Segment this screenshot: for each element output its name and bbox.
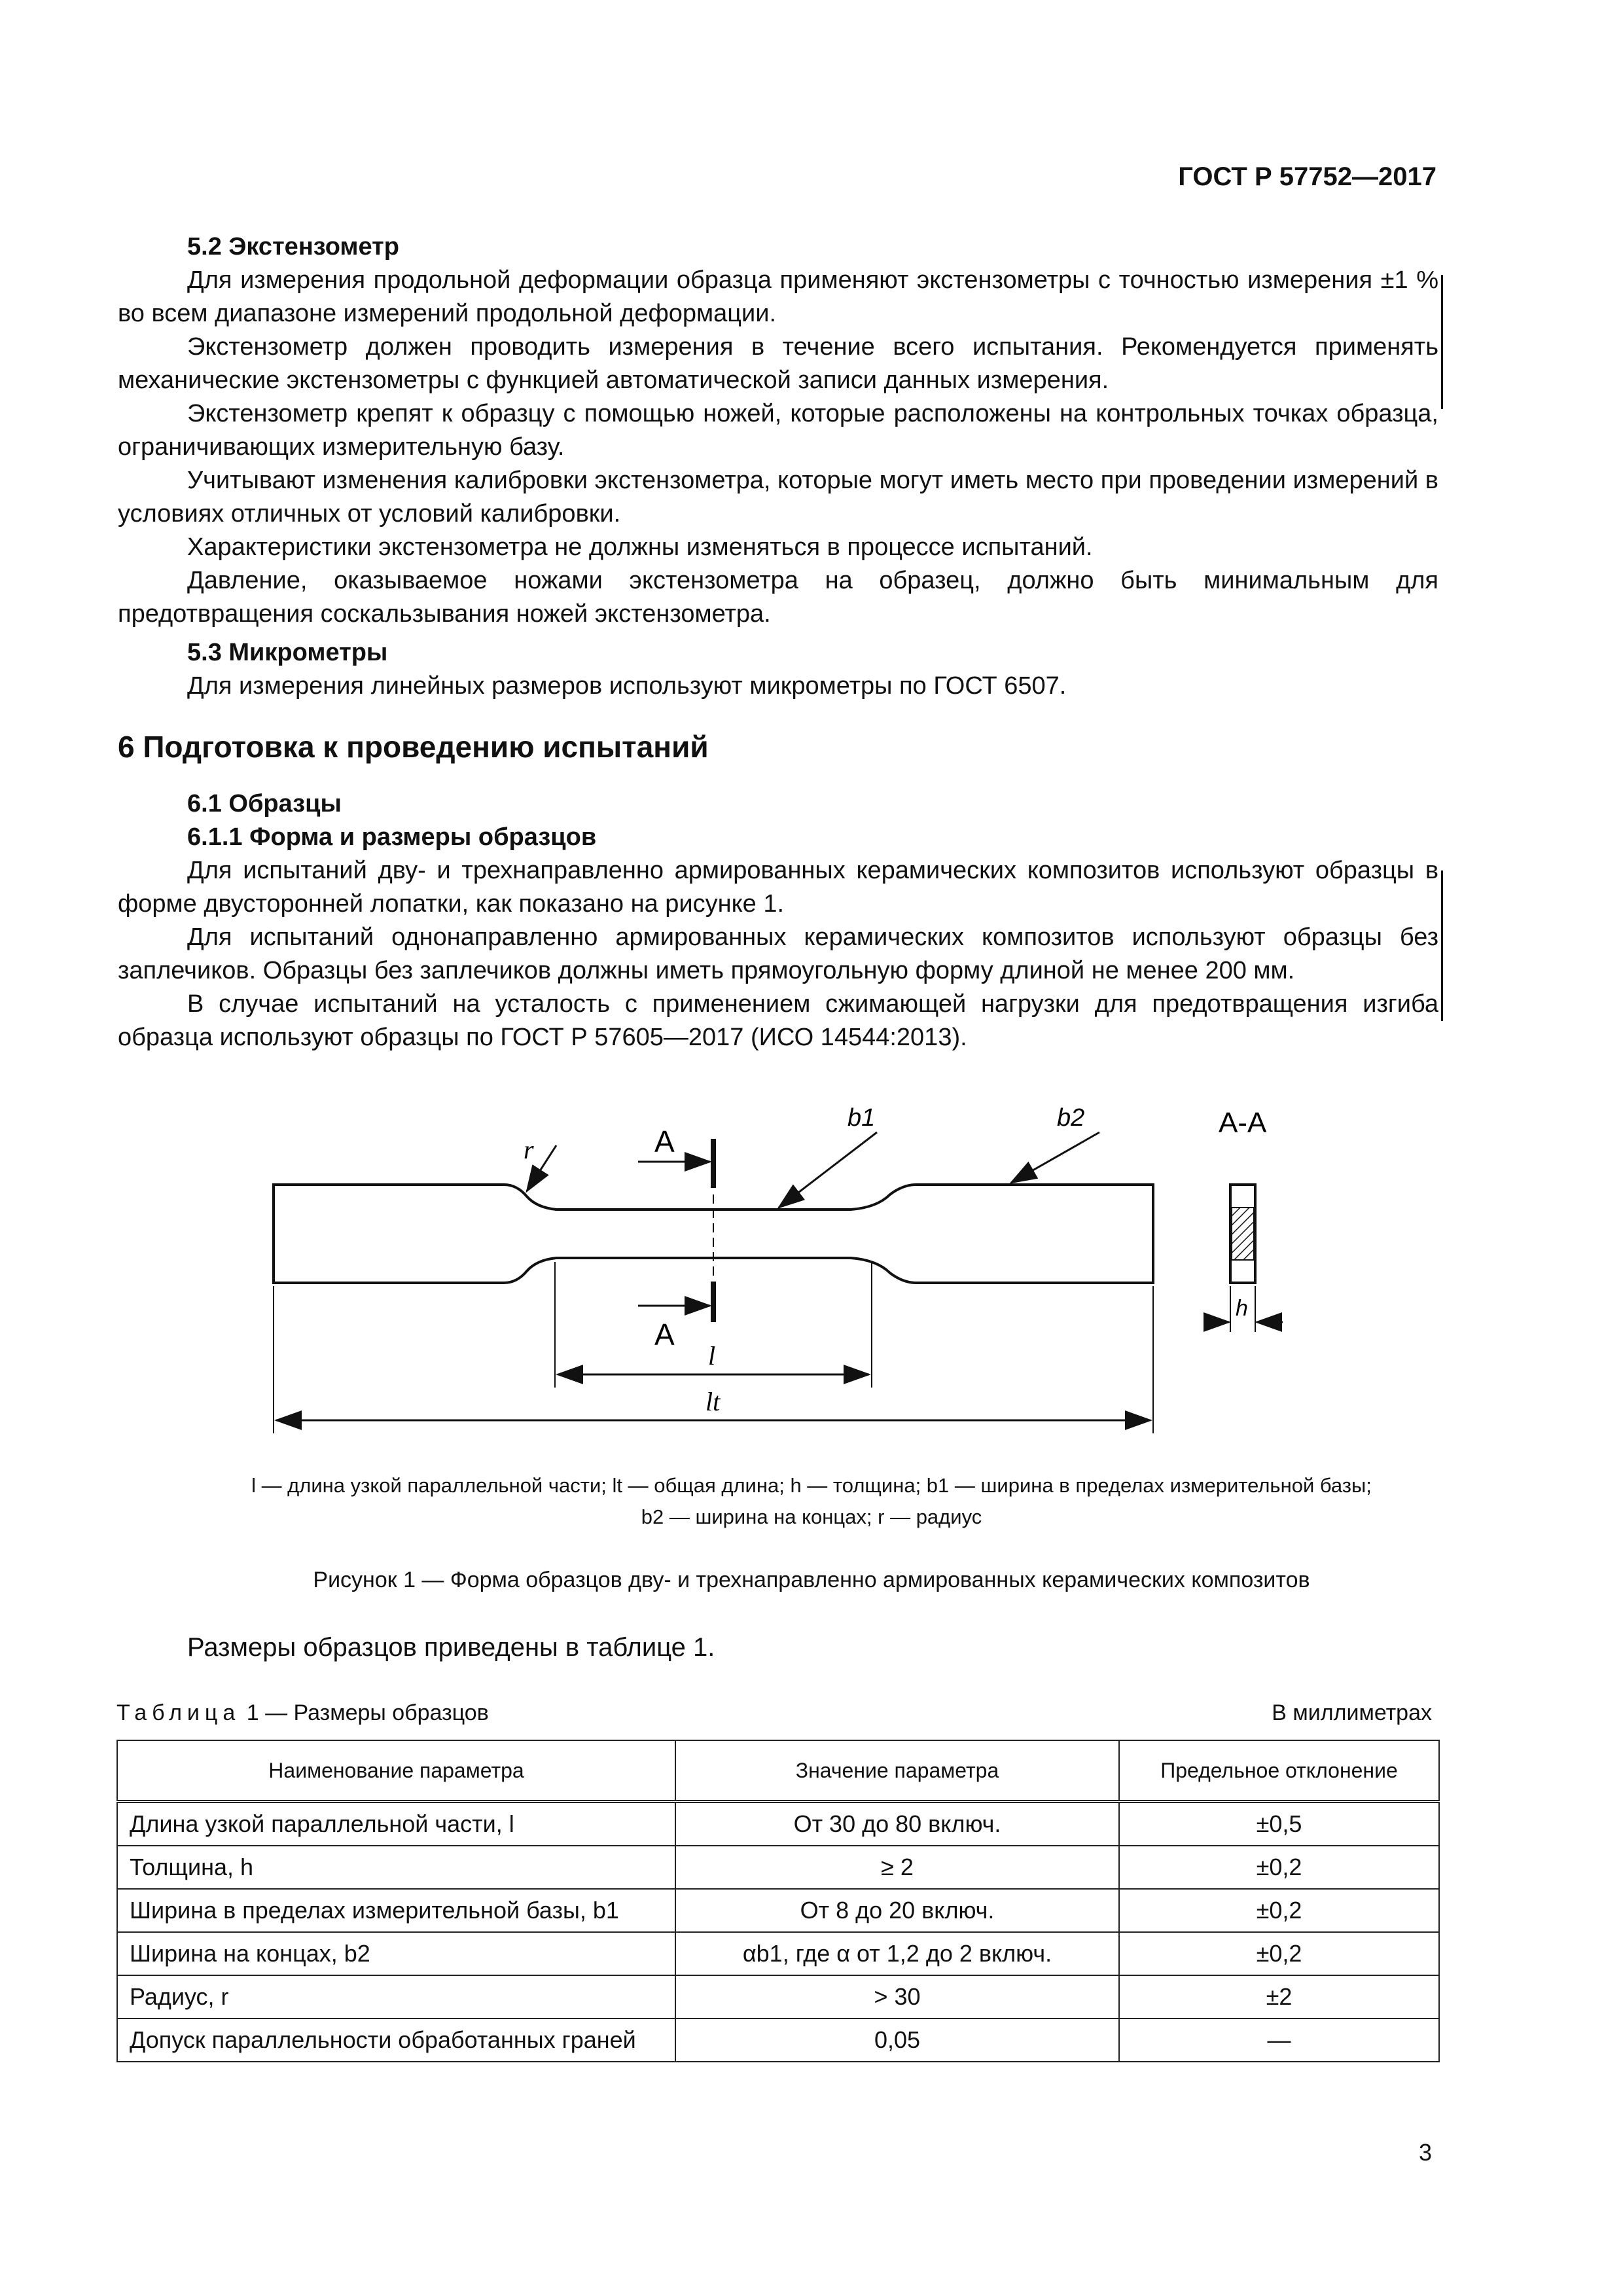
column-header: Значение параметра <box>675 1740 1119 1802</box>
section-title: 6.1.1 Форма и размеры образцов <box>187 823 597 851</box>
specimen-figure <box>0 1086 1623 1453</box>
section-title: 5.3 Микрометры <box>187 639 388 666</box>
table-cell: От 30 до 80 включ. <box>675 1802 1119 1846</box>
paragraph: Давление, оказываемое ножами экстензометра на образец, должно быть минимальным для предотвращения соскальзывания ножей экстензометра. <box>118 567 1438 628</box>
label-lt: lt <box>705 1387 721 1416</box>
document-number: ГОСТ Р 57752—2017 <box>1178 162 1436 191</box>
table-cell: Допуск параллельности обработанных граней <box>117 2018 675 2062</box>
table-cell: 0,05 <box>675 2018 1119 2062</box>
table-cell: Толщина, h <box>117 1846 675 1889</box>
paragraph: Экстензометр должен проводить измерения в течение всего испытания. Рекомендуется применять механические экстензометры с функцией автоматической записи данных измерения. <box>118 333 1438 394</box>
section-mark-bottom: А <box>654 1318 675 1352</box>
table-row <box>117 1802 1439 1846</box>
table-cell: ±2 <box>1119 1975 1439 2018</box>
label-b1: b1 <box>847 1104 876 1132</box>
table-title-prefix: Таблица <box>116 1700 241 1725</box>
paragraph: Для испытаний дву- и трехнаправленно армированных керамических композитов используют образцы в форме двусторонней лопатки, как показано на рисунке 1. <box>118 857 1438 918</box>
section-title: 5.2 Экстензометр <box>187 233 399 260</box>
table-cell: Радиус, r <box>117 1975 675 2018</box>
chapter-title: 6 Подготовка к проведению испытаний <box>118 730 709 764</box>
label-l: l <box>708 1341 716 1371</box>
paragraph: Учитывают изменения калибровки экстензометра, которые могут иметь место при проведении измерений в условиях отличных от условий калибровки. <box>118 467 1438 528</box>
table-cell: Длина узкой параллельной части, l <box>117 1802 675 1846</box>
table-row <box>117 1975 1439 2018</box>
table-cell: — <box>1119 2018 1439 2062</box>
table-cell: ±0,5 <box>1119 1802 1439 1846</box>
table-cell: ≥ 2 <box>675 1846 1119 1889</box>
table-header-row <box>117 1740 1439 1802</box>
change-bar <box>1441 275 1443 409</box>
table-cell: Ширина в пределах измерительной базы, b1 <box>117 1889 675 1932</box>
table-title <box>116 1700 489 1726</box>
figure-caption: Рисунок 1 — Форма образцов дву- и трехнаправленно армированных керамических композитов <box>313 1568 1310 1592</box>
table-title-text: 1 — Размеры образцов <box>240 1700 489 1725</box>
table-cell: αb1, где α от 1,2 до 2 включ. <box>675 1932 1119 1975</box>
paragraph: Для измерения продольной деформации образца применяют экстензометры с точностью измерения ±1 % во всем диапазоне измерений продольной деформации. <box>118 266 1438 327</box>
section-title: 6.1 Образцы <box>187 790 342 817</box>
table-row <box>117 1846 1439 1889</box>
label-r: r <box>524 1135 534 1164</box>
column-header: Наименование параметра <box>117 1740 675 1802</box>
column-header: Предельное отклонение <box>1119 1740 1439 1802</box>
table-row <box>117 1932 1439 1975</box>
table-row <box>117 2018 1439 2062</box>
section-5-2 <box>118 230 1438 1054</box>
table-cell: > 30 <box>675 1975 1119 2018</box>
table-cell: ±0,2 <box>1119 1932 1439 1975</box>
table-row <box>117 1889 1439 1932</box>
page-number: 3 <box>1418 2139 1432 2166</box>
paragraph: В случае испытаний на усталость с применением сжимающей нагрузки для предотвращения изгиба образца используют образцы по ГОСТ Р 57605—2017 (ИСО 14544:2013). <box>118 990 1438 1051</box>
paragraph: Для испытаний однонаправленно армированных керамических композитов используют образцы без заплечиков. Образцы без заплечиков должны иметь прямоугольную форму длиной не менее 200 мм. <box>118 924 1438 984</box>
dimensions-table <box>116 1740 1440 2062</box>
label-b2: b2 <box>1057 1104 1085 1132</box>
paragraph: Характеристики экстензометра не должны изменяться в процессе испытаний. <box>187 533 1093 561</box>
change-bar <box>1441 870 1443 1021</box>
paragraph: Для измерения линейных размеров используют микрометры по ГОСТ 6507. <box>187 672 1067 700</box>
figure-legend-1: l — длина узкой параллельной части; lt — общая длина; h — толщина; b1 — ширина в пределах измерительной базы; <box>251 1474 1372 1497</box>
figure-legend-2: b2 — ширина на концах; r — радиус <box>641 1505 982 1528</box>
table-cell: Ширина на концах, b2 <box>117 1932 675 1975</box>
table-cell: От 8 до 20 включ. <box>675 1889 1119 1932</box>
cross-section-hatch <box>1232 1208 1254 1260</box>
paragraph: Размеры образцов приведены в таблице 1. <box>187 1633 715 1662</box>
section-title-aa: А-А <box>1219 1107 1267 1139</box>
table-units: В миллиметрах <box>1272 1700 1432 1725</box>
label-h: h <box>1236 1296 1248 1321</box>
table-cell: ±0,2 <box>1119 1889 1439 1932</box>
section-mark-top: А <box>654 1124 675 1158</box>
paragraph: Экстензометр крепят к образцу с помощью ножей, которые расположены на контрольных точках образца, ограничивающих измерительную базу. <box>118 400 1438 461</box>
table-cell: ±0,2 <box>1119 1846 1439 1889</box>
